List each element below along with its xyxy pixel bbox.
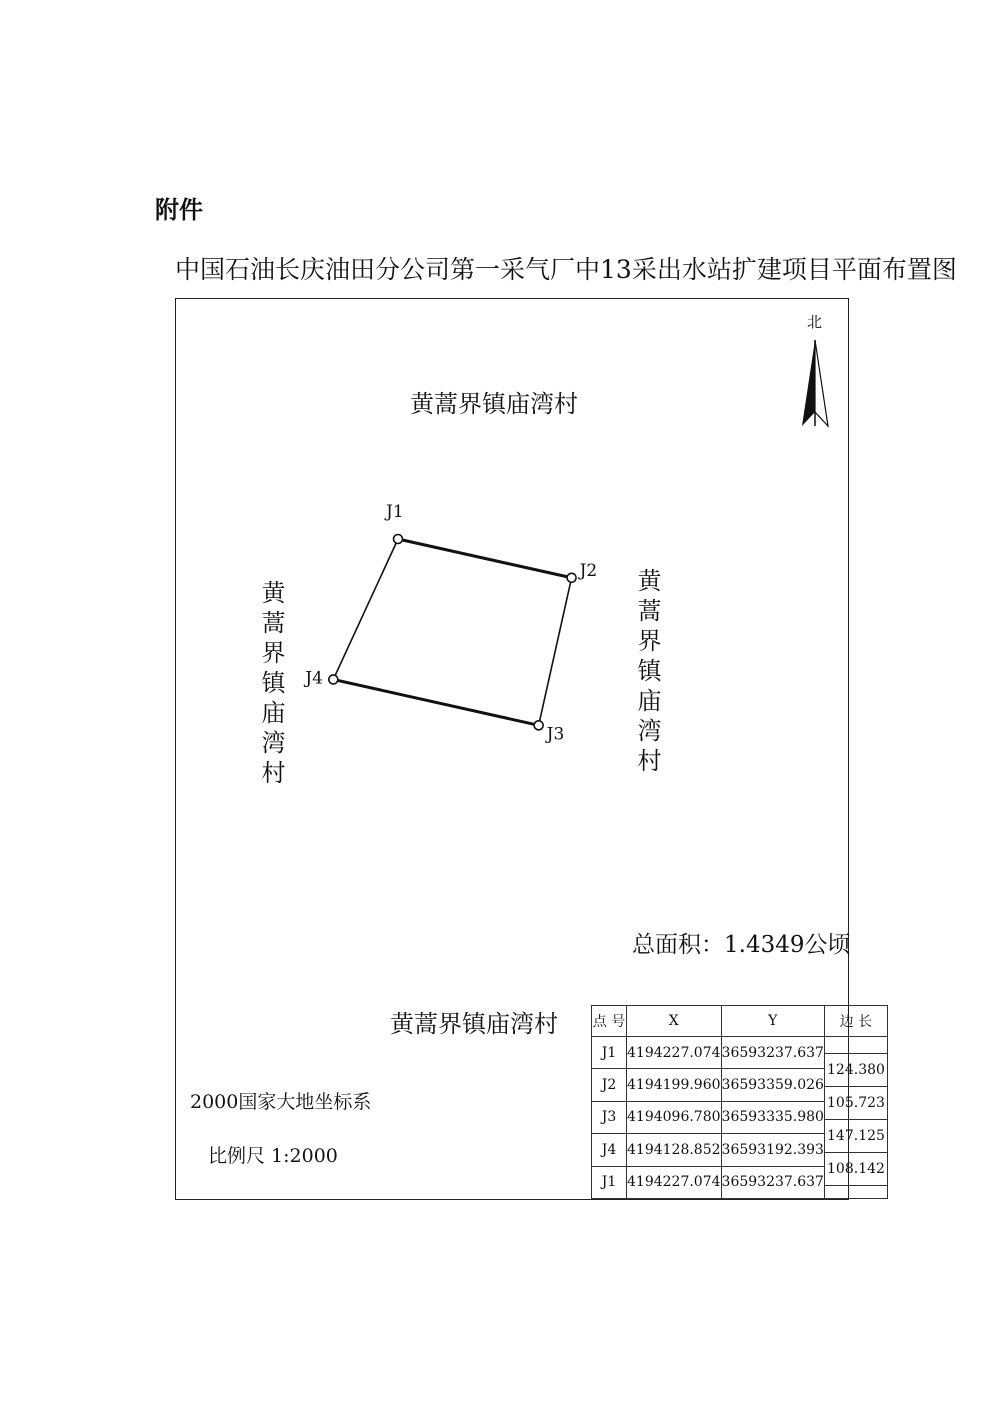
- header-x: X: [627, 1006, 722, 1037]
- point-label: J3: [546, 724, 565, 745]
- neighbor-west-label: 黄蒿界镇庙湾村: [257, 580, 285, 790]
- edge-length-column: [824, 1037, 887, 1199]
- cell-y: 36593237.637: [721, 1166, 824, 1198]
- coordinate-system-label: 2000国家大地坐标系: [190, 1091, 372, 1113]
- north-label: 北: [807, 313, 823, 331]
- cell-point: J1: [592, 1166, 627, 1198]
- cell-point: J4: [592, 1134, 627, 1166]
- edge-length: 147.125: [825, 1119, 887, 1152]
- boundary-edge: [333, 679, 538, 725]
- edge-length: 124.380: [825, 1053, 887, 1086]
- north-arrow-icon: [802, 340, 828, 426]
- cell-x: 4194227.074: [627, 1037, 722, 1069]
- cell-y: 36593237.637: [721, 1037, 824, 1069]
- cell-point: J1: [592, 1037, 627, 1069]
- cell-y: 36593335.980: [721, 1101, 824, 1133]
- boundary-point-marker: [394, 535, 403, 544]
- attachment-label: 附件: [155, 196, 203, 224]
- cell-y: 36593192.393: [721, 1134, 824, 1166]
- neighbor-north-label: 黄蒿界镇庙湾村: [410, 390, 578, 418]
- table-header-row: [592, 1006, 888, 1037]
- cell-x: 4194128.852: [627, 1134, 722, 1166]
- total-area-label: 总面积：1.4349公顷: [632, 932, 851, 958]
- cell-point: J2: [592, 1069, 627, 1101]
- neighbor-south-label: 黄蒿界镇庙湾村: [390, 1010, 558, 1038]
- table-row: [592, 1037, 888, 1069]
- boundary-point-marker: [329, 675, 338, 684]
- boundary-edge: [398, 539, 572, 578]
- point-label: J2: [579, 560, 598, 581]
- point-labels: [303, 502, 597, 744]
- header-y: Y: [721, 1006, 824, 1037]
- edge-length: 105.723: [825, 1086, 887, 1119]
- cell-x: 4194199.960: [627, 1069, 722, 1101]
- cell-point: J3: [592, 1101, 627, 1133]
- parcel-boundary: [329, 535, 576, 730]
- boundary-point-marker: [567, 573, 576, 582]
- coordinate-table: [591, 1005, 888, 1199]
- edge-length: 108.142: [825, 1152, 887, 1186]
- boundary-point-marker: [534, 721, 543, 730]
- cell-y: 36593359.026: [721, 1069, 824, 1101]
- header-length: 边 长: [824, 1006, 887, 1037]
- neighbor-east-label: 黄蒿界镇庙湾村: [633, 568, 661, 778]
- cell-x: 4194227.074: [627, 1166, 722, 1198]
- point-label: J4: [305, 668, 323, 689]
- map-title: 中国石油长庆油田分公司第一采气厂中13采出水站扩建项目平面布置图: [175, 255, 957, 284]
- boundary-edge: [333, 539, 398, 679]
- boundary-edge: [539, 578, 572, 726]
- header-point: 点 号: [592, 1006, 627, 1037]
- cell-x: 4194096.780: [627, 1101, 722, 1133]
- point-label: J1: [386, 502, 404, 522]
- scale-label: 比例尺 1:2000: [208, 1145, 338, 1167]
